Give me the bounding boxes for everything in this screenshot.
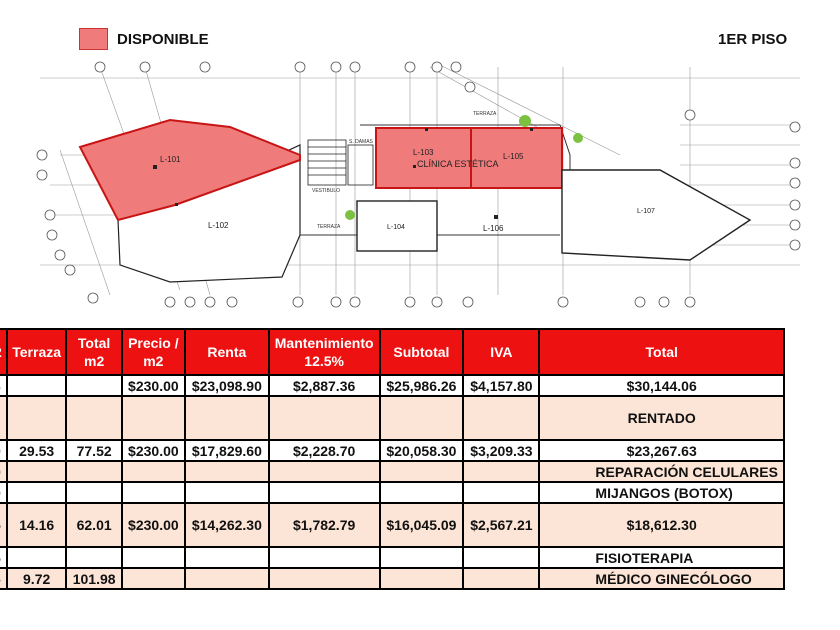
unit-l103-label: L-103 xyxy=(413,148,434,157)
col-total-header: Total xyxy=(539,329,784,375)
cell-renta xyxy=(185,396,269,440)
cell-mantenimiento xyxy=(269,396,380,440)
col-terraza-header: Terraza xyxy=(7,329,67,375)
cell-precio xyxy=(122,461,185,482)
cell-subtotal xyxy=(380,547,464,568)
cell-total-m2: 77.52 xyxy=(66,440,121,461)
cell-subtotal xyxy=(380,396,464,440)
cell-iva xyxy=(463,482,539,503)
stairs xyxy=(308,140,373,185)
cell-terraza: 29.53 xyxy=(7,440,67,461)
cell-m2 xyxy=(0,568,7,589)
cell-total-m2 xyxy=(66,375,121,396)
cell-m2 xyxy=(0,396,7,440)
cell-precio xyxy=(122,396,185,440)
cell-renta xyxy=(185,547,269,568)
clinic-label: CLÍNICA ESTÉTICA xyxy=(417,159,499,169)
table-row xyxy=(0,440,784,461)
cell-total-m2 xyxy=(66,396,121,440)
col-mantenimiento-header: Mantenimiento 12.5% xyxy=(269,329,380,375)
cell-mantenimiento xyxy=(269,482,380,503)
terraza-bottom-label: TERRAZA xyxy=(317,224,341,230)
cell-renta: $23,098.90 xyxy=(185,375,269,396)
unit-l105-label: L-105 xyxy=(503,152,524,161)
cell-total-m2: 101.98 xyxy=(66,568,121,589)
cell-terraza xyxy=(7,482,67,503)
cell-iva xyxy=(463,547,539,568)
cell-precio xyxy=(122,547,185,568)
col-precio-header: Precio / m2 xyxy=(122,329,185,375)
table-row xyxy=(0,461,784,482)
legend-label: DISPONIBLE xyxy=(117,31,209,48)
cell-subtotal xyxy=(380,568,464,589)
cell-subtotal: $20,058.30 xyxy=(380,440,464,461)
cell-mantenimiento: $2,228.70 xyxy=(269,440,380,461)
cell-terraza xyxy=(7,461,67,482)
cell-total-m2 xyxy=(66,547,121,568)
legend-swatch xyxy=(79,28,108,50)
cell-renta xyxy=(185,568,269,589)
floor-plan xyxy=(0,55,840,317)
cell-precio: $230.00 xyxy=(122,503,185,547)
col-m2-header xyxy=(0,329,7,375)
unit-l104-label: L-104 xyxy=(387,224,405,231)
cell-total-m2 xyxy=(66,482,121,503)
table-row xyxy=(0,547,784,568)
table-row xyxy=(0,568,784,589)
cell-precio xyxy=(122,482,185,503)
cell-total: MIJANGOS (BOTOX) xyxy=(539,482,784,503)
table-row xyxy=(0,375,784,396)
vestibulo-label: VESTIBULO xyxy=(312,188,341,194)
table-header-row xyxy=(0,329,784,375)
col-total-m2-header: Total m2 xyxy=(66,329,121,375)
cell-total: RENTADO xyxy=(539,396,784,440)
cell-iva xyxy=(463,461,539,482)
cell-mantenimiento xyxy=(269,461,380,482)
cell-subtotal: $16,045.09 xyxy=(380,503,464,547)
unit-l107 xyxy=(562,170,750,260)
cell-subtotal xyxy=(380,461,464,482)
cell-m2 xyxy=(0,547,7,568)
cell-total-m2 xyxy=(66,461,121,482)
table-row xyxy=(0,482,784,503)
cell-terraza: 9.72 xyxy=(7,568,67,589)
col-renta-header: Renta xyxy=(185,329,269,375)
cell-total: MÉDICO GINECÓLOGO xyxy=(539,568,784,589)
cell-mantenimiento: $1,782.79 xyxy=(269,503,380,547)
col-subtotal-header: Subtotal xyxy=(380,329,464,375)
cell-iva xyxy=(463,396,539,440)
cell-m2 xyxy=(0,375,7,396)
unit-l107-label: L-107 xyxy=(637,208,655,215)
units-table xyxy=(0,328,785,590)
cell-renta xyxy=(185,461,269,482)
cell-precio: $230.00 xyxy=(122,375,185,396)
floor-title: 1ER PISO xyxy=(718,31,788,48)
cell-total: FISIOTERAPIA xyxy=(539,547,784,568)
unit-l102-label: L-102 xyxy=(208,221,229,230)
cell-total: $30,144.06 xyxy=(539,375,784,396)
sdamas-label: S. DAMAS xyxy=(349,139,373,145)
cell-terraza xyxy=(7,396,67,440)
cell-iva: $3,209.33 xyxy=(463,440,539,461)
cell-iva: $2,567.21 xyxy=(463,503,539,547)
cell-subtotal: $25,986.26 xyxy=(380,375,464,396)
cell-precio: $230.00 xyxy=(122,440,185,461)
cell-precio xyxy=(122,568,185,589)
cell-m2 xyxy=(0,461,7,482)
table-row xyxy=(0,396,784,440)
cell-iva: $4,157.80 xyxy=(463,375,539,396)
col-iva-header: IVA xyxy=(463,329,539,375)
cell-mantenimiento: $2,887.36 xyxy=(269,375,380,396)
unit-l101-label: L-101 xyxy=(160,155,181,164)
cell-subtotal xyxy=(380,482,464,503)
unit-l106-label: L-106 xyxy=(483,224,504,233)
cell-total: $18,612.30 xyxy=(539,503,784,547)
cell-mantenimiento xyxy=(269,547,380,568)
cell-renta: $14,262.30 xyxy=(185,503,269,547)
cell-terraza xyxy=(7,375,67,396)
cell-mantenimiento xyxy=(269,568,380,589)
cell-total-m2: 62.01 xyxy=(66,503,121,547)
cell-terraza xyxy=(7,547,67,568)
unit-l103 xyxy=(376,128,471,188)
table-row xyxy=(0,503,784,547)
cell-m2 xyxy=(0,503,7,547)
terraza-top-label: TERRAZA xyxy=(473,111,497,117)
cell-terraza: 14.16 xyxy=(7,503,67,547)
cell-renta: $17,829.60 xyxy=(185,440,269,461)
cell-iva xyxy=(463,568,539,589)
cell-total: $23,267.63 xyxy=(539,440,784,461)
cell-total: REPARACIÓN CELULARES xyxy=(539,461,784,482)
cell-m2 xyxy=(0,440,7,461)
cell-renta xyxy=(185,482,269,503)
cell-m2 xyxy=(0,482,7,503)
